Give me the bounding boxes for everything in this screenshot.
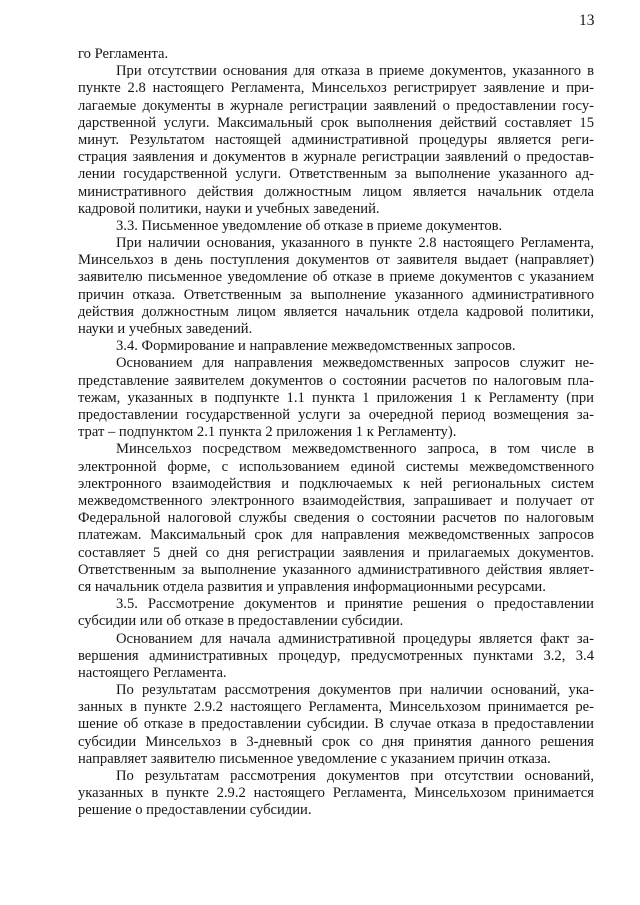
text-line: указанных в пункте 2.9.2 настоящего Регламента, Минсельхозом принимается xyxy=(78,785,594,802)
text-line: действия должностным лицом является начальник отдела кадровой политики, xyxy=(78,303,594,320)
text-line: По результатам рассмотрения документов при наличии оснований, ука- xyxy=(116,682,594,699)
text-line: причин отказа. Ответственным за выполнение указанного административного xyxy=(78,286,594,303)
text-line: настоящего Регламента. xyxy=(78,664,227,681)
text-line: тежам, указанных в подпункте 1.1 пункта 1 приложения 1 к Регламенту (при xyxy=(78,389,594,406)
text-line: Основанием для направления межведомственных запросов служит не- xyxy=(116,355,594,372)
text-line: представление заявителем документов о состоянии расчетов по налоговым пла- xyxy=(78,372,594,389)
text-line: вершения административных процедур, предусмотренных пунктами 3.2, 3.4 xyxy=(78,647,594,664)
text-line: дарственной услуги. Максимальный срок выполнения действий составляет 15 xyxy=(78,114,594,131)
text-line: субсидии Минсельхоз в 3-дневный срок со дня принятия данного решения xyxy=(78,733,594,750)
text-line: При наличии основания, указанного в пункте 2.8 настоящего Регламента, xyxy=(116,235,594,252)
text-line: трат – подпунктом 2.1 пункта 2 приложения 1 к Регламенту). xyxy=(78,424,457,441)
text-line: предоставлении государственной услуги за очередной период возмещения за- xyxy=(78,407,594,424)
body-text xyxy=(78,46,594,820)
text-line: министративного действия должностным лицом является начальник отдела xyxy=(78,183,594,200)
text-line: составляет 5 дней со дня регистрации заявления и прилагаемых документов. xyxy=(78,544,594,561)
text-line: науки и учебных заведений. xyxy=(78,321,253,338)
text-line: направляет заявителю письменное уведомление с указанием причин отказа. xyxy=(78,750,551,767)
text-line: платежам. Максимальный срок для направления межведомственных запросов xyxy=(78,527,594,544)
text-line: При отсутствии основания для отказа в приеме документов, указанного в xyxy=(116,63,594,80)
section-heading: 3.4. Формирование и направление межведомственных запросов. xyxy=(116,338,516,355)
text-line: пункте 2.8 настоящего Регламента, Минсельхоз регистрирует заявление и при- xyxy=(78,80,594,97)
text-line: ся начальник отдела развития и управления информационными ресурсами. xyxy=(78,578,546,595)
text-line: Федеральной налоговой службы сведения о состоянии расчетов по налоговым xyxy=(78,510,594,527)
text-line: Ответственным за выполнение указанного административного действия являет- xyxy=(78,561,594,578)
text-line: электронного взаимодействия и подключаемых к ней региональных систем xyxy=(78,475,594,492)
text-line: лении государственной услуги. Ответственным за выполнение указанного ад- xyxy=(78,166,594,183)
section-heading: субсидии или об отказе в предоставлении субсидии. xyxy=(78,613,404,630)
text-line: решение о предоставлении субсидии. xyxy=(78,802,312,819)
text-line: По результатам рассмотрения документов при отсутствии оснований, xyxy=(116,768,594,785)
text-line: электронной форме, с использованием единой системы межведомственного xyxy=(78,458,594,475)
text-line: Основанием для начала административной процедуры является факт за- xyxy=(116,630,594,647)
text-line: лагаемые документы в журнале регистрации заявлений о предоставлении госу- xyxy=(78,97,594,114)
text-line: занных в пункте 2.9.2 настоящего Регламента, Минсельхозом принимается ре- xyxy=(78,699,594,716)
text-line: минут. Результатом настоящей административной процедуры является реги- xyxy=(78,131,594,148)
section-heading: 3.5. Рассмотрение документов и принятие решения о предоставлении xyxy=(116,596,594,613)
text-line: заявителю письменное уведомление об отказе в приеме документов с указанием xyxy=(78,269,594,286)
section-heading: 3.3. Письменное уведомление об отказе в приеме документов. xyxy=(116,217,503,234)
page-number: 13 xyxy=(579,12,595,29)
text-line: Минсельхоз посредством межведомственного запроса, в том числе в xyxy=(116,441,594,458)
text-line: го Регламента. xyxy=(78,46,169,62)
text-line: кадровой политики, науки и учебных заведений. xyxy=(78,200,380,217)
text-line: шение об отказе в предоставлении субсидии. В случае отказа в предоставлении xyxy=(78,716,594,733)
text-line: Минсельхоз в день поступления документов от заявителя выдает (направляет) xyxy=(78,252,594,269)
text-line: страция заявления и документов в журнале регистрации заявлений о предостав- xyxy=(78,149,594,166)
text-line: межведомственного электронного взаимодействия, запрашивает и получает от xyxy=(78,492,594,509)
